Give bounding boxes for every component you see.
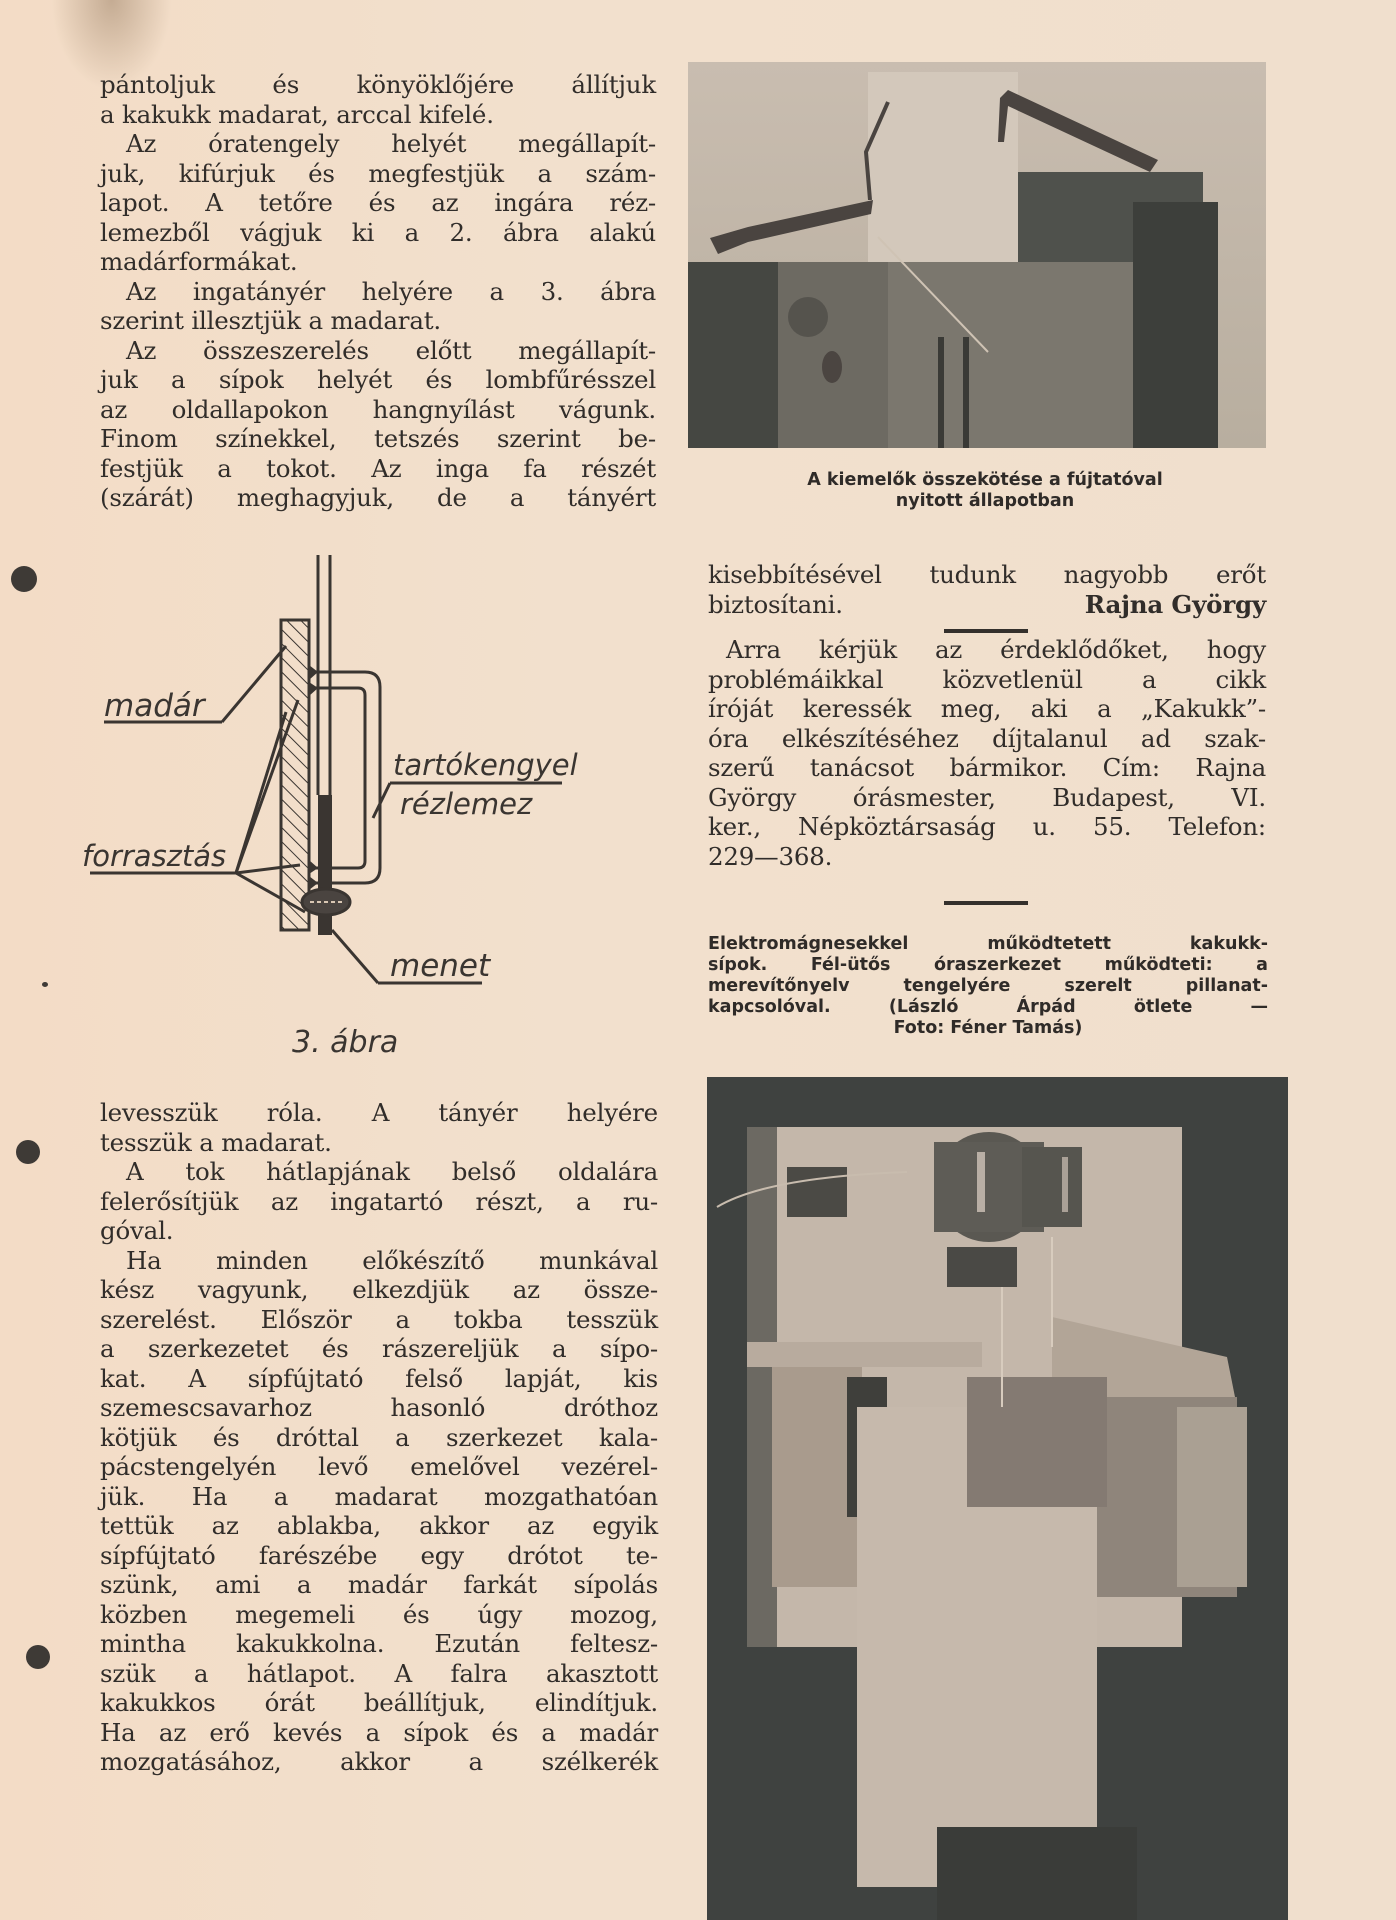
text-line: madárformákat.	[100, 247, 298, 276]
text-line: Ha minden előkészítő munkával	[126, 1245, 658, 1275]
text-line: Az összeszerelés előtt megállapít-	[126, 335, 656, 365]
text-line: kisebbítésével tudunk nagyobb erőt	[708, 560, 1266, 589]
author-name: Rajna György	[1084, 589, 1266, 619]
text-line: ker., Népköztársaság u. 55. Telefon:	[708, 812, 1266, 841]
text-line: szerelést. Először a tokba tesszük	[100, 1304, 658, 1334]
text-line: levesszük róla. A tányér helyére	[100, 1098, 658, 1127]
article-text-right	[708, 560, 1266, 871]
caption-line: A kiemelők összekötése a fújtatóval	[807, 470, 1163, 490]
text-line: biztosítani.	[708, 589, 843, 619]
article-text-left-top	[100, 70, 656, 513]
text-line: kat. A sípfújtató felső lapját, kis	[100, 1363, 658, 1393]
photo-bellows-connection	[688, 62, 1266, 448]
text-line: problémáikkal közvetlenül a cikk	[708, 664, 1266, 694]
article-text-left-bottom	[100, 1098, 658, 1777]
text-line: szerű tanácsot bármikor. Cím: Rajna	[708, 753, 1266, 782]
divider-rule	[944, 901, 1028, 905]
text-line: Az ingatányér helyére a 3. ábra	[126, 276, 656, 306]
label-forrasztas: forrasztás	[82, 839, 227, 873]
text-line: Az óratengely helyét megállapít-	[126, 129, 656, 158]
caption-line: merevítőnyelv tengelyére szerelt pillanat-	[708, 976, 1268, 996]
text-line: kötjük és dróttal a szerkezet kala-	[100, 1422, 658, 1452]
text-line: tesszük a madarat.	[100, 1127, 332, 1157]
text-line: 229—368.	[708, 841, 833, 871]
text-line: pántoljuk és könyöklőjére állítjuk	[100, 70, 656, 99]
figure-caption: 3. ábra	[292, 1025, 399, 1060]
photo-caption-top	[700, 470, 1270, 512]
text-line: felerősítjük az ingatartó részt, a ru-	[100, 1186, 658, 1216]
text-line: szünk, ami a madár farkát sípolás	[100, 1570, 658, 1599]
figure-3-diagram	[60, 550, 680, 1070]
divider-rule	[944, 629, 1028, 633]
text-line: kész vagyunk, elkezdjük az össze-	[100, 1275, 658, 1304]
text-line: a szerkezetet és rászereljük a sípo-	[100, 1334, 658, 1363]
text-line: juk, kifúrjuk és megfestjük a szám-	[100, 158, 656, 188]
label-tartokengyel: tartókengyel	[393, 748, 578, 782]
bird-plate	[281, 620, 309, 930]
text-line: góval.	[100, 1216, 174, 1245]
text-line: óra elkészítéséhez díjtalanul ad szak-	[708, 723, 1266, 753]
signature-line	[708, 590, 1266, 620]
text-line: Arra kérjük az érdeklődőket, hogy	[726, 635, 1266, 664]
text-line: lemezből vágjuk ki a 2. ábra alakú	[100, 217, 656, 247]
text-line: (szárát) meghagyjuk, de a tányért	[100, 483, 656, 512]
text-line: A tok hátlapjának belső oldalára	[126, 1157, 658, 1186]
text-line: közben megemeli és úgy mozog,	[100, 1599, 658, 1629]
label-menet: menet	[390, 948, 491, 984]
text-line: kakukkos órát beállítjuk, elindítjuk.	[100, 1688, 658, 1717]
text-line: a kakukk madarat, arccal kifelé.	[100, 99, 494, 129]
text-line: mozgatásához, akkor a szélkerék	[100, 1747, 658, 1776]
text-line: szük a hátlapot. A falra akasztott	[100, 1658, 658, 1688]
caption-line: nyitott állapotban	[895, 491, 1075, 511]
speck	[42, 982, 48, 987]
binder-hole	[11, 566, 37, 592]
binder-hole	[16, 1140, 40, 1164]
caption-line: Elektromágnesekkel működtetett kakukk-	[708, 934, 1268, 954]
text-line: íróját keressék meg, aki a „Kakukk”-	[708, 694, 1266, 723]
text-line: festjük a tokot. Az inga fa részét	[100, 453, 656, 483]
text-line: pácstengelyén levő emelővel vezérel-	[100, 1452, 658, 1481]
photo-caption-bottom	[708, 934, 1268, 1039]
text-line: György órásmester, Budapest, VI.	[708, 782, 1266, 812]
photo-electromagnetic-whistles	[707, 1077, 1288, 1920]
label-rezlemez: rézlemez	[400, 787, 533, 821]
text-line: Ha az erő kevés a sípok és a madár	[100, 1717, 658, 1747]
text-line: szerint illesztjük a madarat.	[100, 306, 441, 335]
text-line: Finom színekkel, tetszés szerint be-	[100, 424, 656, 453]
text-line: az oldallapokon hangnyílást vágunk.	[100, 394, 656, 424]
caption-line: kapcsolóval. (László Árpád ötlete —	[708, 997, 1268, 1017]
caption-line: sípok. Fél-ütős óraszerkezet működteti: a	[708, 955, 1268, 975]
text-line: szemescsavarhoz hasonló dróthoz	[100, 1393, 658, 1422]
text-line: mintha kakukkolna. Ezután feltesz-	[100, 1629, 658, 1658]
text-line: lapot. A tetőre és az ingára réz-	[100, 188, 656, 217]
text-line: sípfújtató farészébe egy drótot te-	[100, 1540, 658, 1570]
binder-hole	[26, 1645, 50, 1669]
text-line: tettük az ablakba, akkor az egyik	[100, 1511, 658, 1540]
label-madar: madár	[104, 688, 205, 724]
caption-line: Foto: Féner Tamás)	[893, 1018, 1083, 1038]
text-line: juk a sípok helyét és lombfűrésszel	[100, 365, 656, 394]
text-line: jük. Ha a madarat mozgathatóan	[100, 1481, 658, 1511]
